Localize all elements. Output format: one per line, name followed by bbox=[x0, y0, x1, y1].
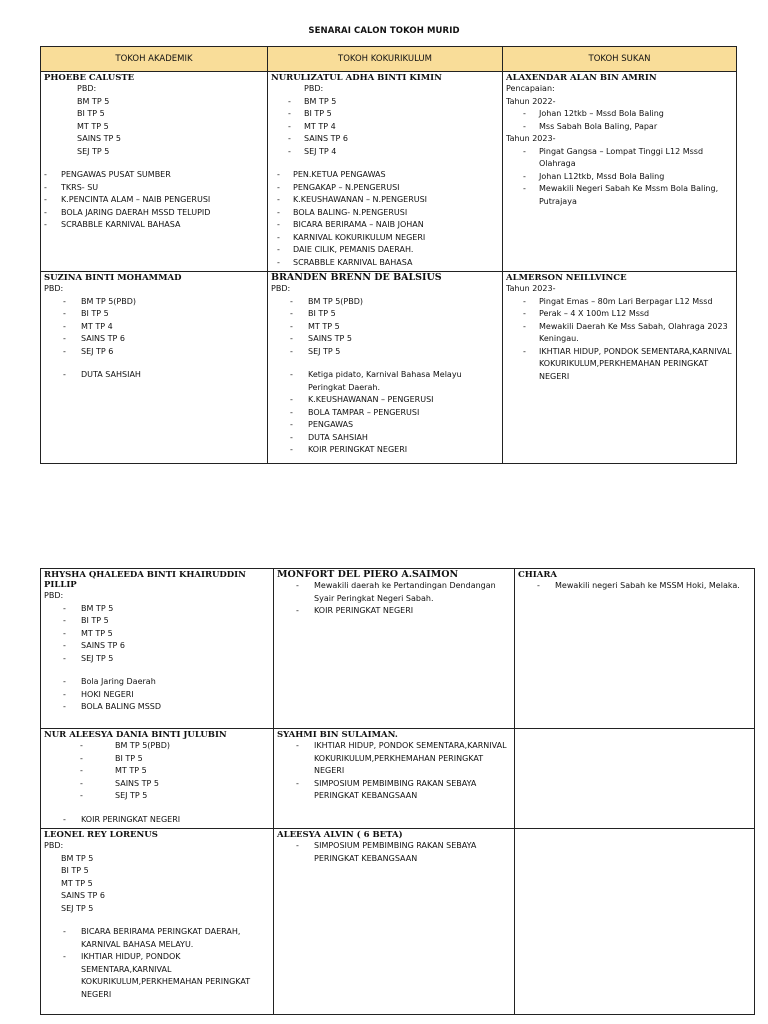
grade: SEJ TP 5 bbox=[61, 903, 94, 913]
pbd-label: PBD: bbox=[271, 284, 291, 293]
grade: - MT TP 4 bbox=[288, 121, 336, 131]
list-item: - PEN.KETUA PENGAWAS bbox=[277, 170, 386, 179]
grade: - SEJ TP 5 bbox=[80, 791, 148, 800]
grade: - BM TP 5(PBD) bbox=[80, 741, 170, 750]
achievement-item: - Perak – 4 X 100m L12 Mssd bbox=[523, 309, 650, 318]
candidate-name: ALMERSON NEILLVINCE bbox=[506, 273, 627, 283]
list-item: - KOIR PERINGKAT NEGERI bbox=[296, 606, 414, 615]
candidate-name: ALEESYA ALVIN ( 6 BETA) bbox=[277, 830, 403, 840]
list-item: - HOKI NEGERI bbox=[63, 689, 134, 699]
achievement-item: - IKHTIAR HIDUP, PONDOK SEMENTARA,KARNIVAL KOKURIKULUM,PERKHEMAHAN PERINGKAT NEGERI bbox=[523, 346, 732, 381]
list-item: - TKRS- SU bbox=[44, 182, 99, 192]
candidate-name: NUR ALEESYA DANIA BINTI JULUBIN bbox=[44, 730, 227, 740]
candidate-name: CHIARA bbox=[518, 570, 558, 580]
list-item: - BOLA TAMPAR – PENGERUSI bbox=[290, 407, 420, 417]
cell-phoebe bbox=[41, 72, 268, 272]
grade: - SAINS TP 6 bbox=[63, 641, 126, 650]
grade: - BI TP 5 bbox=[288, 109, 332, 118]
grade: SEJ TP 5 bbox=[77, 146, 110, 156]
grade: - SAINS TP 5 bbox=[80, 778, 160, 788]
candidate-name: PHOEBE CALUSTE bbox=[44, 73, 135, 83]
list-item: - IKHTIAR HIDUP, PONDOK SEMENTARA,KARNIVAL KOKURIKULUM,PERKHEMAHAN PERINGKAT NEGERI bbox=[296, 741, 507, 775]
grade: - MT TP 5 bbox=[80, 766, 147, 775]
header-sukan: TOKOH SUKAN bbox=[503, 47, 737, 72]
grade: SAINS TP 5 bbox=[77, 134, 122, 143]
list-item: - K.KEUSHAWANAN – N.PENGERUSI bbox=[277, 195, 428, 204]
grade: - SEJ TP 4 bbox=[288, 146, 337, 156]
list-item: - PENGAKAP – N.PENGERUSI bbox=[277, 182, 400, 192]
grade: - BM TP 5 bbox=[63, 603, 114, 613]
grade: - SAINS TP 6 bbox=[63, 334, 126, 343]
grade: - BI TP 5 bbox=[63, 309, 109, 318]
list-item: - PENGAWAS bbox=[290, 420, 354, 429]
achievement-item: - Johan 12tkb – Mssd Bola Baling bbox=[523, 109, 664, 118]
grade: - SEJ TP 6 bbox=[63, 346, 114, 356]
candidate-table-2 bbox=[40, 568, 755, 1015]
achievement-item: - Mewakili Daerah Ke Mss Sabah, Olahraga 2023 Keningau. bbox=[523, 321, 728, 343]
list-item: - DAIE CILIK, PEMANIS DAERAH. bbox=[277, 245, 414, 254]
pbd-label: PBD: bbox=[44, 841, 64, 850]
grade: - SAINS TP 6 bbox=[288, 134, 349, 143]
list-item: - IKHTIAR HIDUP, PONDOK SEMENTARA,KARNIVAL KOKURIKULUM,PERKHEMAHAN PERINGKAT NEGERI bbox=[63, 952, 251, 999]
list-item: - K.PENCINTA ALAM – NAIB PENGERUSI bbox=[44, 195, 211, 204]
list-item: - DUTA SAHSIAH bbox=[290, 432, 368, 442]
empty-cell bbox=[515, 829, 755, 1015]
list-item: - Mewakili daerah ke Pertandingan Dendangan Syair Peringkat Negeri Sabah. bbox=[296, 581, 496, 603]
list-item: - BICARA BERIRAMA – NAIB JOHAN bbox=[277, 220, 424, 229]
achievement-item: - Mewakili Negeri Sabah Ke Mssm Bola Baling, Putrajaya bbox=[523, 184, 719, 206]
document-title: SENARAI CALON TOKOH MURID bbox=[308, 26, 460, 36]
list-item: - Ketiga pidato, Karnival Bahasa Melayu Peringkat Daerah. bbox=[290, 370, 462, 392]
achievement-item: - Pingat Gangsa – Lompat Tinggi L12 Mssd Olahraga bbox=[523, 146, 704, 168]
achievement-item: - Mss Sabah Bola Baling, Papar bbox=[523, 121, 658, 131]
list-item: - SCRABBLE KARNIVAL BAHASA bbox=[44, 220, 181, 229]
grade: - BM TP 5(PBD) bbox=[290, 296, 363, 306]
grade: SAINS TP 6 bbox=[61, 891, 106, 900]
grade: - BM TP 5 bbox=[288, 96, 337, 106]
pbd-label: PBD: bbox=[44, 284, 64, 293]
pbd-label: PBD: bbox=[304, 84, 324, 93]
cell-leonel bbox=[41, 829, 274, 1015]
cell-syahmi bbox=[274, 729, 515, 829]
achievement-item: - Mewakili negeri Sabah ke MSSM Hoki, Melaka. bbox=[537, 581, 740, 590]
cell-branden bbox=[268, 272, 503, 464]
grade: - MT TP 5 bbox=[290, 321, 340, 331]
empty-cell bbox=[515, 729, 755, 829]
pbd-label: PBD: bbox=[44, 591, 64, 600]
list-item: - KARNIVAL KOKURIKULUM NEGERI bbox=[277, 232, 426, 242]
cell-monfort bbox=[274, 569, 515, 729]
cell-aleesya-alvin bbox=[274, 829, 515, 1015]
candidate-name: NURULIZATUL ADHA BINTI KIMIN bbox=[271, 73, 442, 83]
candidate-name: MONFORT DEL PIERO A.SAIMON bbox=[277, 569, 459, 580]
list-item: - SIMPOSIUM PEMBIMBING RAKAN SEBAYA PERINGKAT KEBANGSAAN bbox=[296, 778, 477, 800]
cell-nurulizatul bbox=[268, 72, 503, 272]
grade: BM TP 5 bbox=[77, 96, 110, 106]
list-item: - BICARA BERIRAMA PERINGKAT DAERAH, KARNIVAL BAHASA MELAYU. bbox=[63, 927, 241, 949]
grade: - MT TP 5 bbox=[63, 628, 113, 638]
year-label: Tahun 2022- bbox=[506, 96, 556, 106]
cell-nur-aleesya bbox=[41, 729, 274, 829]
list-item: - KOIR PERINGKAT NEGERI bbox=[290, 445, 408, 454]
candidate-name: ALAXENDAR ALAN BIN AMRIN bbox=[506, 73, 657, 83]
list-item: - Bola Jaring Daerah bbox=[63, 677, 156, 686]
list-item: - KOIR PERINGKAT NEGERI bbox=[63, 814, 181, 824]
grade: - BI TP 5 bbox=[290, 309, 336, 318]
grade: MT TP 5 bbox=[61, 878, 93, 888]
year-label: Tahun 2023- bbox=[506, 284, 556, 293]
grade: - BI TP 5 bbox=[80, 753, 143, 763]
list-item: - BOLA BALING- N.PENGERUSI bbox=[277, 207, 408, 217]
grade: BM TP 5 bbox=[61, 853, 94, 863]
grade: - SEJ TP 5 bbox=[290, 346, 341, 356]
list-item: - K.KEUSHAWANAN – PENGERUSI bbox=[290, 395, 434, 404]
cell-chiara bbox=[515, 569, 755, 729]
section-label: Pencapaian: bbox=[506, 84, 555, 93]
list-item: - SCRABBLE KARNIVAL BAHASA bbox=[277, 257, 413, 267]
achievement-item: - Johan L12tkb, Mssd Bola Baling bbox=[523, 171, 665, 181]
list-item: - DUTA SAHSIAH bbox=[63, 370, 141, 379]
grade: BI TP 5 bbox=[77, 109, 105, 118]
grade: - SAINS TP 5 bbox=[290, 334, 353, 343]
candidate-name: SUZINA BINTI MOHAMMAD bbox=[44, 273, 182, 283]
list-item: - BOLA BALING MSSD bbox=[63, 702, 162, 711]
achievement-item: - Pingat Emas – 80m Lari Berpagar L12 Mssd bbox=[523, 296, 713, 306]
candidate-name: RHYSHA QHALEEDA BINTI KHAIRUDDIN PILLIP bbox=[44, 570, 246, 590]
candidate-name: BRANDEN BRENN DE BALSIUS bbox=[271, 272, 442, 283]
grade: BI TP 5 bbox=[61, 866, 89, 875]
candidate-table-1 bbox=[40, 46, 737, 464]
grade: MT TP 5 bbox=[77, 121, 109, 131]
header-akademik: TOKOH AKADEMIK bbox=[41, 47, 268, 72]
grade: - BM TP 5(PBD) bbox=[63, 296, 136, 306]
header-kokurikulum: TOKOH KOKURIKULUM bbox=[268, 47, 503, 72]
cell-suzina bbox=[41, 272, 268, 464]
year-label: Tahun 2023- bbox=[506, 134, 556, 143]
grade: - BI TP 5 bbox=[63, 616, 109, 625]
pbd-label: PBD: bbox=[77, 84, 97, 93]
candidate-name: SYAHMI BIN SULAIMAN. bbox=[277, 730, 398, 740]
cell-alaxendar bbox=[503, 72, 737, 272]
grade: - SEJ TP 5 bbox=[63, 653, 114, 663]
list-item: - BOLA JARING DAERAH MSSD TELUPID bbox=[44, 207, 211, 217]
cell-almerson bbox=[503, 272, 737, 464]
list-item: - PENGAWAS PUSAT SUMBER bbox=[44, 170, 171, 179]
grade: - MT TP 4 bbox=[63, 321, 113, 331]
list-item: - SIMPOSIUM PEMBIMBING RAKAN SEBAYA PERINGKAT KEBANGSAAN bbox=[296, 841, 477, 863]
cell-rhysha bbox=[41, 569, 274, 729]
candidate-name: LEONEL REY LORENUS bbox=[44, 830, 158, 840]
